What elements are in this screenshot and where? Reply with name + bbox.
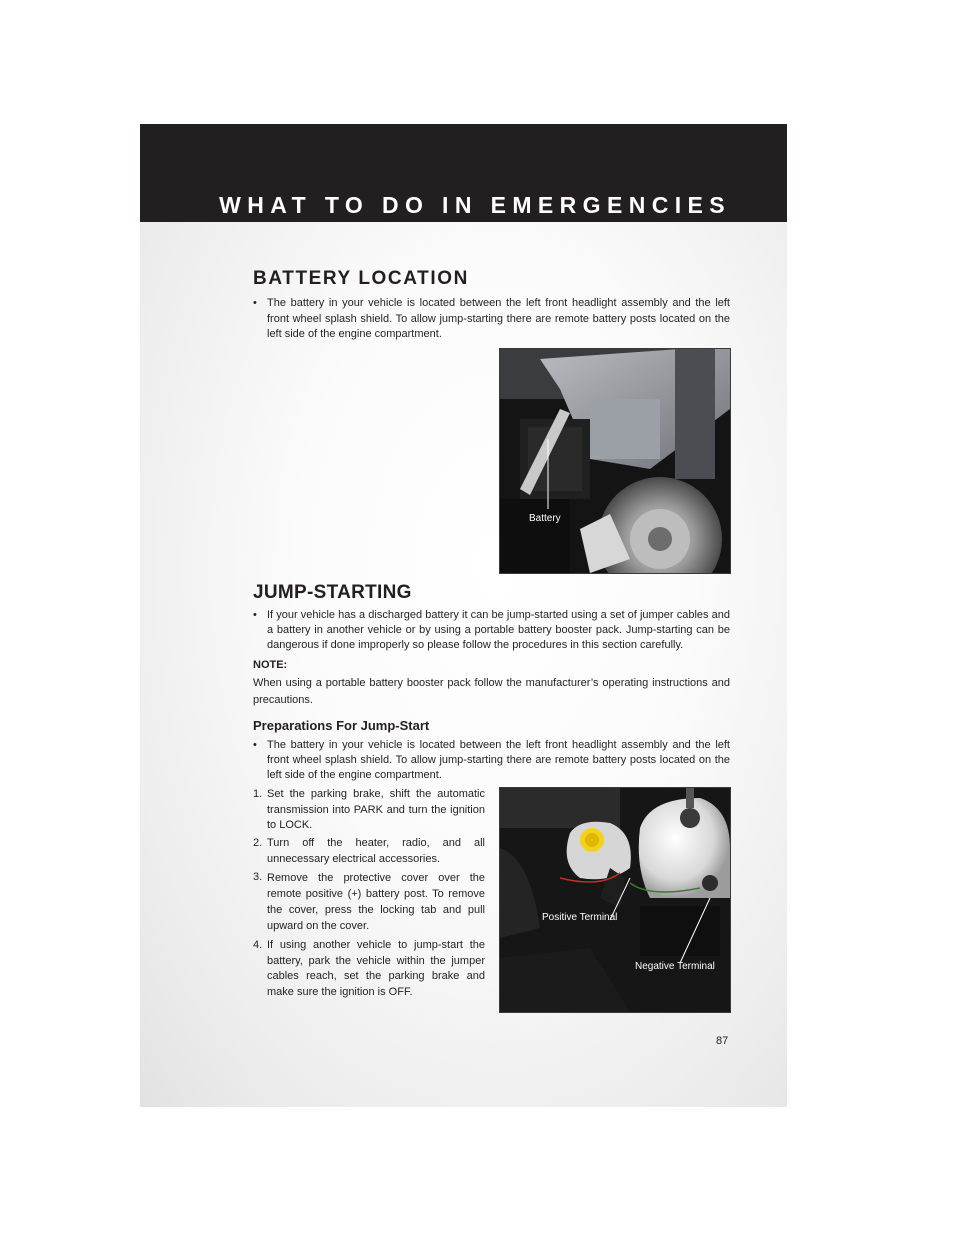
positive-terminal-caption: Positive Terminal xyxy=(542,912,618,923)
jump-starting-heading: JUMP-STARTING xyxy=(253,582,412,603)
step-text: If using another vehicle to jump-start the battery, park the vehicle within the jumper cables reach, set the parking brake and make sure the ignition is OFF. xyxy=(267,939,485,998)
note-label: NOTE: xyxy=(253,659,288,671)
battery-terminals-photo xyxy=(499,787,731,1013)
step-text: Set the parking brake, shift the automatic transmission into PARK and turn the ignition to LOCK. xyxy=(267,788,485,831)
page-number: 87 xyxy=(716,1035,729,1047)
battery-location-text: The battery in your vehicle is located between the left front headlight assembly and the left front wheel splash shield. To allow jump-starting there are remote battery posts located on the left side of the engine compartment. xyxy=(267,297,730,340)
bullet-glyph: • xyxy=(253,609,257,621)
step-number: 2. xyxy=(253,837,263,849)
step-number: 1. xyxy=(253,788,263,800)
manual-page xyxy=(140,124,787,1107)
step-text: Turn off the heater, radio, and all unnecessary electrical accessories. xyxy=(267,837,485,865)
negative-terminal-caption: Negative Terminal xyxy=(635,961,715,972)
battery-location-heading: BATTERY LOCATION xyxy=(253,268,469,289)
section-title: WHAT TO DO IN EMERGENCIES xyxy=(219,192,731,218)
step-number: 3. xyxy=(253,871,263,883)
jump-starting-text: If your vehicle has a discharged battery it can be jump-started using a set of jumper cables and a battery in another vehicle or by using a portable battery booster pack. Jump-starting can be dangerous if done improperly so please follow the procedures in this section carefully. xyxy=(267,609,730,651)
step-text: Remove the protective cover over the remote positive (+) battery post. To remove the cover, press the locking tab and pull upward on the cover. xyxy=(267,872,485,932)
battery-caption: Battery xyxy=(529,513,561,524)
preparations-heading: Preparations For Jump-Start xyxy=(253,718,430,733)
preparations-text: The battery in your vehicle is located between the left front headlight assembly and the left front wheel splash shield. To allow jump-starting there are remote battery posts located on the left side of the engine compartment. xyxy=(267,739,730,781)
bullet-glyph: • xyxy=(253,297,257,309)
step-number: 4. xyxy=(253,939,263,951)
section-header xyxy=(140,124,787,222)
battery-location-photo xyxy=(499,348,731,574)
bullet-glyph: • xyxy=(253,739,257,751)
note-text: When using a portable battery booster pack follow the manufacturer’s operating instructions and precautions. xyxy=(253,677,730,706)
